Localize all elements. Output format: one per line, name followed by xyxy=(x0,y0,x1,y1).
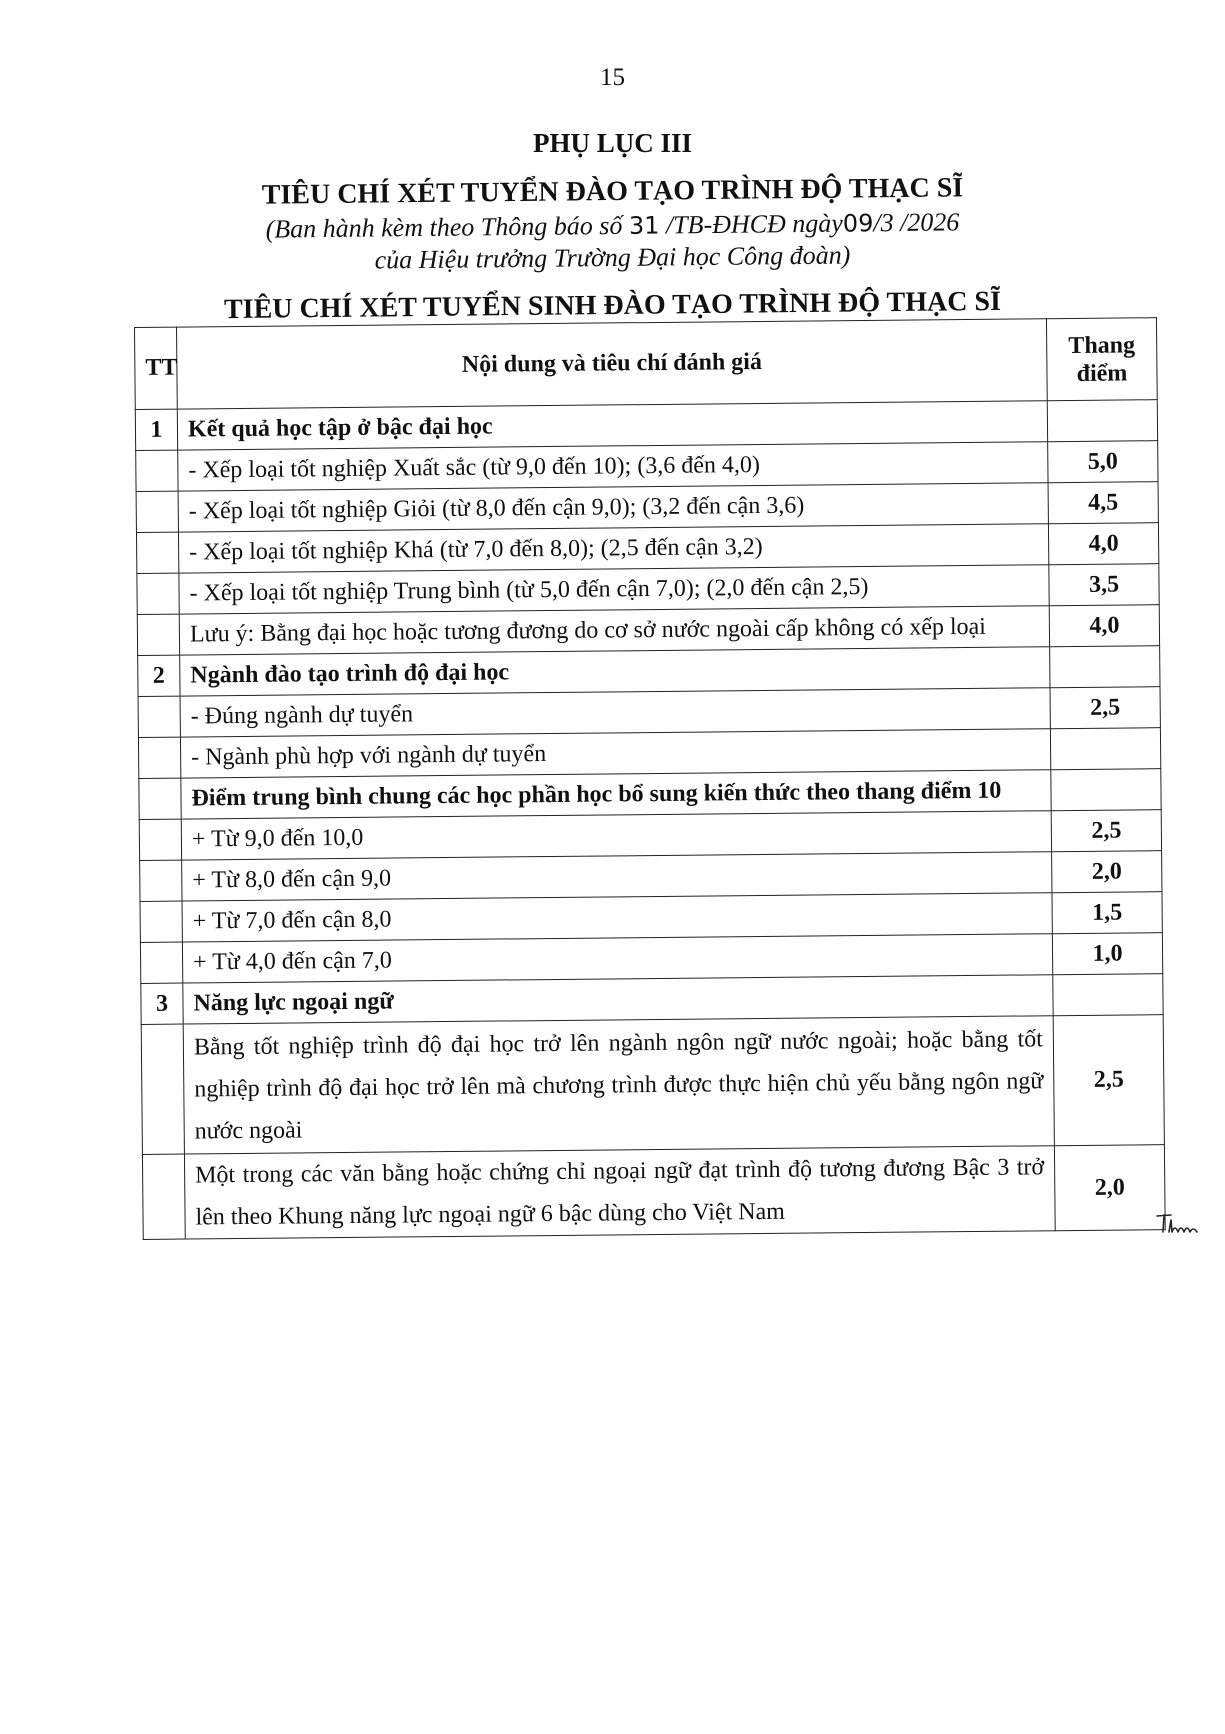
row-tt xyxy=(138,696,180,737)
row-score xyxy=(1050,728,1160,770)
row-score: 4,0 xyxy=(1049,605,1159,647)
row-content: + Từ 4,0 đến cận 7,0 xyxy=(182,934,1052,983)
row-tt xyxy=(139,819,181,860)
row-content: + Từ 9,0 đến 10,0 xyxy=(181,811,1051,860)
table-title: TIÊU CHÍ XÉT TUYỂN SINH ĐÀO TẠO TRÌNH ĐỘ THẠC SĨ xyxy=(223,285,1002,326)
criteria-table xyxy=(134,317,1166,1240)
signer-line: của Hiệu trưởng Trường Đại học Công đoàn) xyxy=(374,240,851,275)
table-row xyxy=(142,1145,1165,1240)
subsection-heading: Điểm trung bình chung các học phần học bổ sung kiến thức theo thang điểm 10 xyxy=(181,770,1051,819)
header-tt: TT xyxy=(135,327,178,409)
row-score: 4,5 xyxy=(1048,482,1158,524)
header-score: Thang điểm xyxy=(1046,318,1157,401)
row-score xyxy=(1053,974,1163,1016)
row-content: Một trong các văn bằng hoặc chứng chỉ ngoại ngữ đạt trình độ tương đương Bậc 3 trở lên theo Khung năng lực ngoại ngữ 6 bậc dùng cho Việt Nam xyxy=(184,1146,1055,1239)
row-score: 4,0 xyxy=(1048,523,1158,565)
row-score: 2,5 xyxy=(1050,687,1160,729)
table-row xyxy=(141,1015,1164,1155)
row-score: 2,5 xyxy=(1053,1015,1164,1146)
appendix-title: PHỤ LỤC III xyxy=(532,128,693,158)
row-tt xyxy=(139,778,181,819)
row-content: - Xếp loại tốt nghiệp Trung bình (từ 5,0 đến cận 7,0); (2,0 đến cận 2,5) xyxy=(179,565,1049,614)
handwritten-day: 09 xyxy=(842,209,874,238)
section-heading: Kết quả học tập ở bậc đại học xyxy=(177,401,1047,450)
row-content: Lưu ý: Bằng đại học hoặc tương đương do cơ sở nước ngoài cấp không có xếp loại xyxy=(179,606,1049,655)
issued-suffix: /3 /2026 xyxy=(873,207,960,238)
row-tt xyxy=(140,901,182,942)
row-tt xyxy=(140,860,182,901)
row-score xyxy=(1050,646,1160,688)
row-tt xyxy=(136,491,178,532)
row-tt xyxy=(141,1024,184,1154)
row-tt xyxy=(140,942,182,983)
row-tt xyxy=(136,532,178,573)
document-title: TIÊU CHÍ XÉT TUYỂN ĐÀO TẠO TRÌNH ĐỘ THẠC SĨ xyxy=(261,172,964,211)
issued-prefix: (Ban hành kèm theo Thông báo số xyxy=(265,210,630,244)
row-content: - Ngành phù hợp với ngành dự tuyển xyxy=(180,729,1050,778)
row-tt xyxy=(136,450,178,491)
row-score xyxy=(1047,400,1157,442)
row-tt: 3 xyxy=(141,983,183,1024)
handwritten-notice-number: 31 xyxy=(628,211,660,240)
row-tt xyxy=(137,614,179,655)
row-tt: 2 xyxy=(138,655,180,696)
table-header-row xyxy=(135,318,1158,410)
row-content: - Xếp loại tốt nghiệp Khá (từ 7,0 đến 8,0); (2,5 đến cận 3,2) xyxy=(178,524,1048,573)
page-number: 15 xyxy=(600,64,625,91)
row-score: 1,5 xyxy=(1052,892,1162,934)
row-score: 2,5 xyxy=(1051,810,1161,852)
row-tt xyxy=(137,573,179,614)
row-content: + Từ 7,0 đến cận 8,0 xyxy=(182,893,1052,942)
row-content: Bằng tốt nghiệp trình độ đại học trở lên ngành ngôn ngữ nước ngoài; hoặc bằng tốt nghiệp trình độ đại học trở lên mà chương trình được thực hiện chủ yếu bằng ngôn ngữ nước ngoài xyxy=(183,1016,1054,1154)
row-score: 2,0 xyxy=(1054,1145,1165,1231)
row-score: 5,0 xyxy=(1048,441,1158,483)
criteria-table-wrapper xyxy=(134,317,1165,1240)
section-heading: Ngành đào tạo trình độ đại học xyxy=(180,647,1050,696)
row-score: 3,5 xyxy=(1049,564,1159,606)
row-score xyxy=(1051,769,1161,811)
row-content: - Xếp loại tốt nghiệp Giỏi (từ 8,0 đến cận 9,0); (3,2 đến cận 3,6) xyxy=(178,483,1048,532)
row-tt xyxy=(142,1154,185,1239)
header-content: Nội dung và tiêu chí đánh giá xyxy=(177,319,1048,409)
row-score: 1,0 xyxy=(1052,933,1162,975)
row-tt: 1 xyxy=(135,409,177,450)
row-content: + Từ 8,0 đến cận 9,0 xyxy=(182,852,1052,901)
row-content: - Đúng ngành dự tuyển xyxy=(180,688,1050,737)
row-tt xyxy=(138,737,180,778)
section-heading: Năng lực ngoại ngữ xyxy=(183,975,1053,1024)
handwritten-initials-signature xyxy=(1155,1210,1205,1236)
row-content: - Xếp loại tốt nghiệp Xuất sắc (từ 9,0 đến 10); (3,6 đến 4,0) xyxy=(178,442,1048,491)
issued-mid: /TB-ĐHCĐ ngày xyxy=(659,208,843,240)
row-score: 2,0 xyxy=(1052,851,1162,893)
